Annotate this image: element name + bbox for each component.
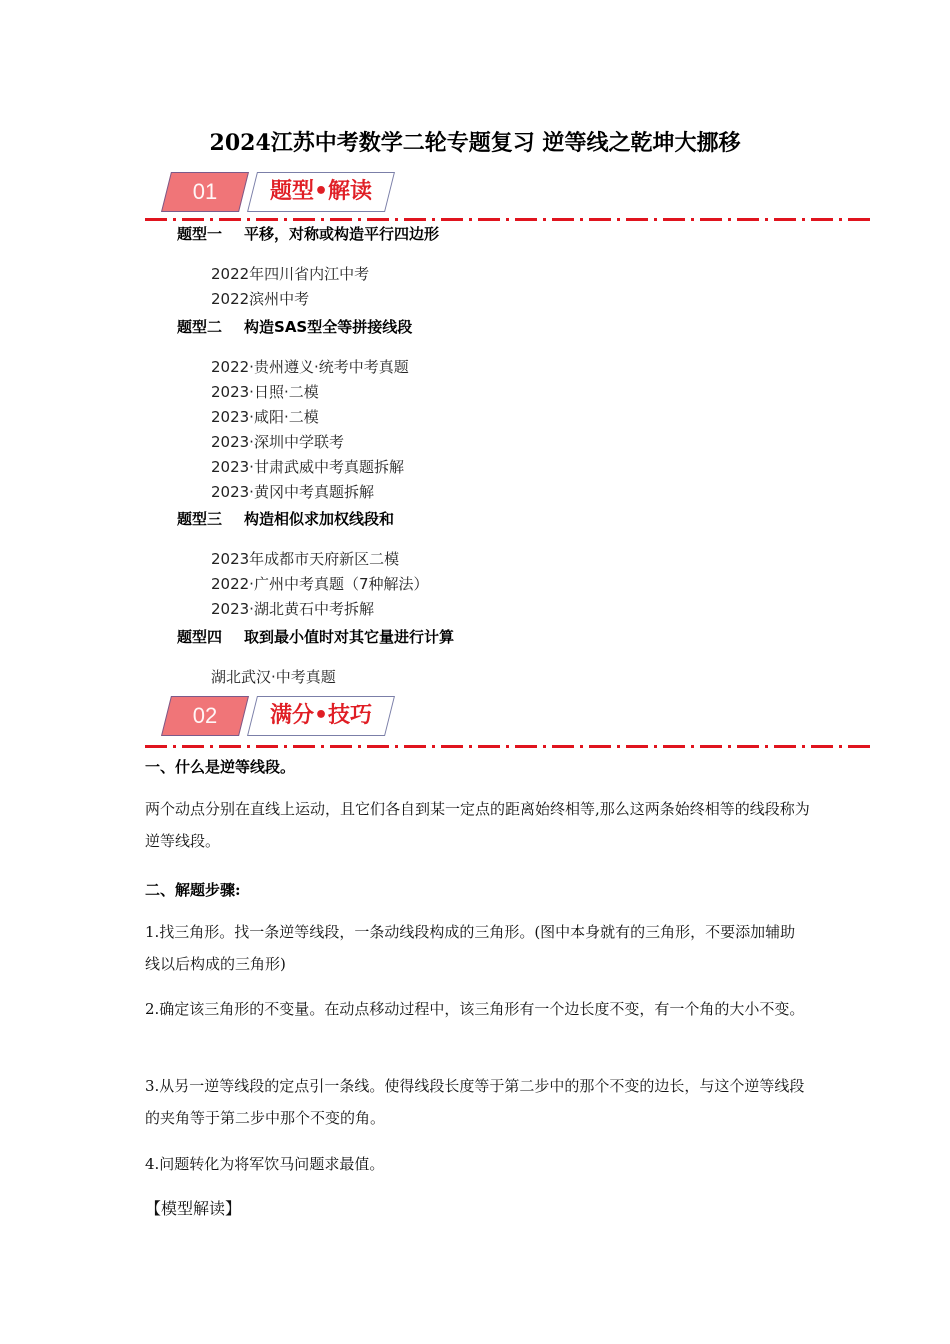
- section-label-box: [247, 172, 395, 212]
- document-title: 2024江苏中考数学二轮专题复习 逆等线之乾坤大挪移: [209, 130, 741, 156]
- type-prefix: 题型四: [177, 628, 223, 646]
- type-heading-1: [177, 223, 439, 244]
- dash-dot-divider: [145, 745, 870, 748]
- step-1: 1.找三角形。找一条逆等线段，一条动线段构成的三角形。(图中本身就有的三角形，不要添加辅助线以后构成的三角形): [145, 923, 796, 973]
- section-number-badge: [161, 172, 249, 212]
- list-item: 2023年成都市天府新区二模: [211, 550, 400, 568]
- type-prefix: 题型三: [177, 510, 223, 528]
- section-number: 01: [192, 179, 218, 204]
- type-title: 平移，对称或构造平行四边形: [244, 225, 440, 243]
- type-heading-3: [177, 508, 394, 529]
- section-label: 满分•技巧: [269, 703, 373, 728]
- type-prefix: 题型一: [177, 225, 223, 243]
- section-number-badge: [161, 696, 249, 736]
- section-banner-02: [166, 694, 396, 738]
- step-4: 4.问题转化为将军饮马问题求最值。: [145, 1155, 385, 1173]
- section-banner-01: [166, 170, 396, 214]
- section-label: 题型•解读: [269, 179, 373, 204]
- section-heading-steps: 二、解题步骤:: [145, 881, 241, 899]
- definition-paragraph: 两个动点分别在直线上运动，且它们各自到某一定点的距离始终相等,那么这两条始终相等的线段称为逆等线段。: [145, 800, 810, 850]
- list-item: 2022滨州中考: [211, 290, 310, 308]
- type-prefix: 题型二: [177, 318, 223, 336]
- list-item: 2022·广州中考真题（7种解法）: [211, 575, 429, 593]
- list-item: 2023·黄冈中考真题拆解: [211, 483, 374, 501]
- list-item: 2023·深圳中学联考: [211, 433, 344, 451]
- model-interpretation-label: 【模型解读】: [145, 1199, 242, 1218]
- section-number: 02: [192, 703, 218, 728]
- type-title: 取到最小值时对其它量进行计算: [244, 628, 455, 646]
- list-item: 湖北武汉·中考真题: [211, 668, 336, 686]
- type-heading-2: [177, 316, 412, 337]
- dash-dot-divider: [145, 218, 870, 221]
- list-item: 2023·咸阳·二模: [211, 408, 319, 426]
- type-heading-4: [177, 626, 454, 647]
- list-item: 2022年四川省内江中考: [211, 265, 370, 283]
- type-title: 构造SAS型全等拼接线段: [244, 318, 413, 336]
- list-item: 2022·贵州遵义·统考中考真题: [211, 358, 409, 376]
- list-item: 2023·甘肃武威中考真题拆解: [211, 458, 404, 476]
- step-3: 3.从另一逆等线段的定点引一条线。使得线段长度等于第二步中的那个不变的边长，与这个逆等线段的夹角等于第二步中那个不变的角。: [145, 1077, 805, 1127]
- step-2: 2.确定该三角形的不变量。在动点移动过程中，该三角形有一个边长度不变，有一个角的大小不变。: [145, 1000, 805, 1018]
- list-item: 2023·湖北黄石中考拆解: [211, 600, 374, 618]
- type-title: 构造相似求加权线段和: [244, 510, 395, 528]
- section-label-box: [247, 696, 395, 736]
- list-item: 2023·日照·二模: [211, 383, 319, 401]
- section-heading-what: 一、什么是逆等线段。: [145, 758, 296, 776]
